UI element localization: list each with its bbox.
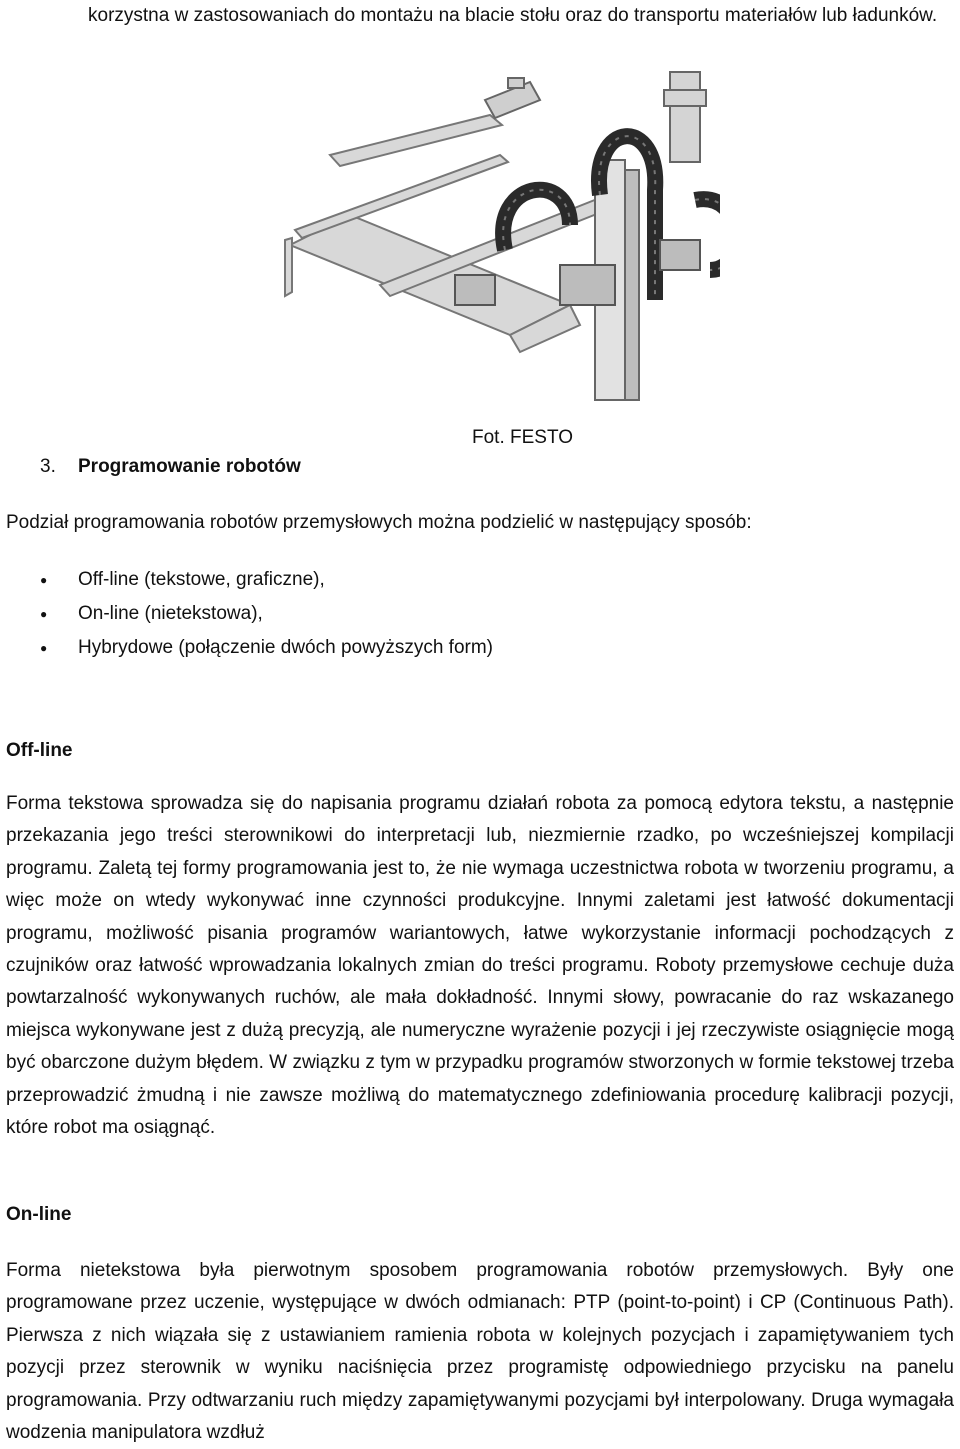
lead-sentence: Podział programowania robotów przemysłowych można podzielić w następujący sposób:	[6, 512, 752, 533]
section-title	[40, 456, 301, 478]
offline-paragraph: Forma tekstowa sprowadza się do napisania programu działań robota za pomocą edytora tekstu, a następnie przekazania jego treści sterownikowi do interpretacji lub, niezmiernie rzadko, po wcześniejszej kompilacji programu. Zaletą tej formy programowania jest to, że nie wymaga uczestnictwa robota w tworzeniu programu, a więc może on wtedy wykonywać inne czynności produkcyjne. Innymi zaletami jest łatwość dokumentacji programu, możliwość pisania programów wariantowych, łatwe wykorzystanie informacji pochodzących z czujników oraz łatwość wprowadzania lokalnych zmian do treści programu. Roboty przemysłowe cechuje duża powtarzalność wykonywanych ruchów, ale mała dokładność. Innymi słowy, powracanie do raz wskazanego miejsca wykonywane jest z dużą precyzją, ale numeryczne wyrażenie pozycji i jej rzeczywiste osiągnięcie mogą być obarczone dużym błędem. W związku z tym w przypadku programów stworzonych w formie tekstowej trzeba przeprowadzić żmudną i nie zawsze możliwą do matematycznego zdefiniowania procedurę kalibracji pozycji, które robot ma osiągnąć.	[6, 793, 954, 1139]
intro-text: korzystna w zastosowaniach do montażu na blacie stołu oraz do transportu materiałów lub ładunków.	[88, 5, 938, 26]
online-paragraph: Forma nietekstowa była pierwotnym sposobem programowania robotów przemysłowych. Były one programowane przez uczenie, występujące w dwóch odmianach: PTP (point-to-point) i CP (Continuous Path). Pierwsza z nich wiązała się z ustawianiem ramienia robota w kolejnych pozycjach i zapamiętywaniem tych pozycji przez sterownik w wyniku naciśnięcia przez programistę odpowiedniego przycisku na panelu programowania. Przy odtwarzaniu ruch między zapamiętywanymi pozycjami był interpolowany. Druga wymagała wodzenia manipulatora wzdłuż	[6, 1260, 954, 1444]
section-number: 3.	[40, 456, 56, 477]
figure-caption: Fot. FESTO	[472, 427, 574, 448]
online-heading: On-line	[6, 1204, 72, 1225]
bullet-item: ● Off-line (tekstowe, graficzne),	[40, 563, 493, 597]
bullet-list	[40, 563, 493, 665]
section-title-text: Programowanie robotów	[78, 456, 301, 477]
gantry-robot-image	[240, 60, 720, 410]
bullet-item: ● Hybrydowe (połączenie dwóch powyższych form)	[40, 631, 493, 665]
bullet-item: ● On-line (nietekstowa),	[40, 597, 493, 631]
offline-heading: Off-line	[6, 740, 73, 761]
